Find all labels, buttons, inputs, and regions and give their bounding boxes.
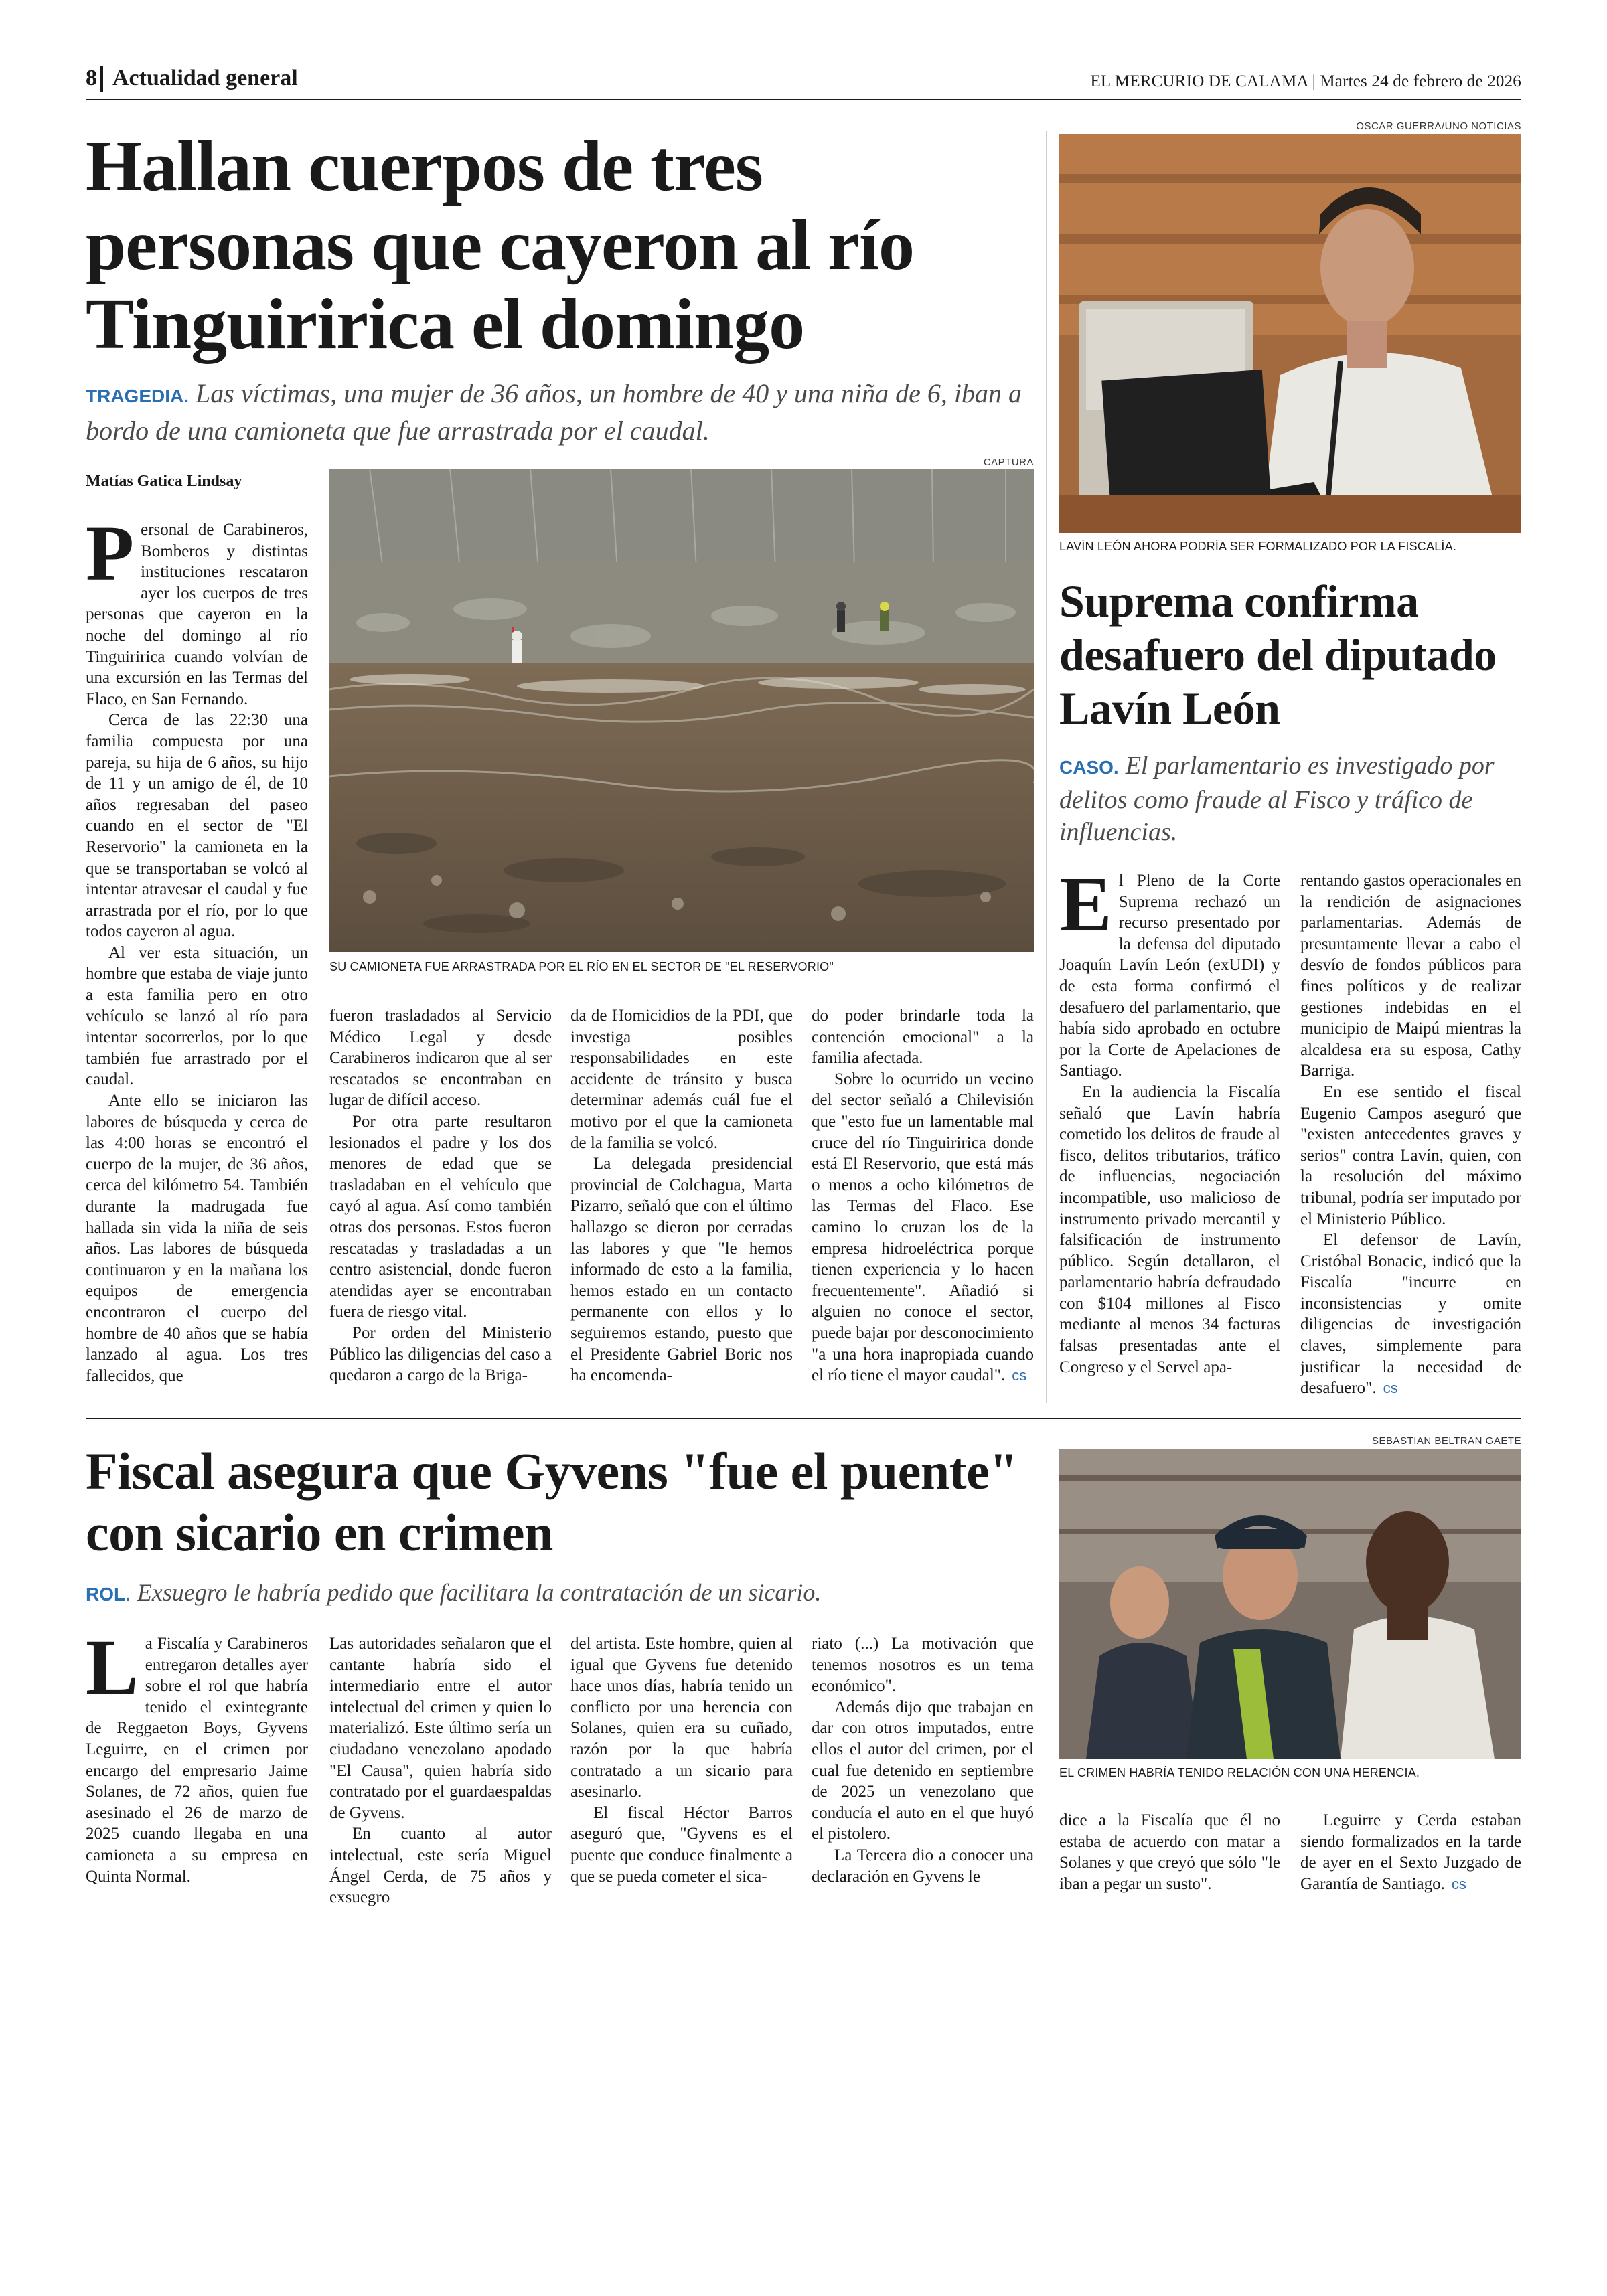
river-photo [329, 469, 1034, 952]
side-kicker: CASO. [1059, 757, 1119, 778]
header-separator [100, 66, 103, 92]
main-col-4-para: Sobre lo ocurrido un vecino del sector señaló a Chilevisión que "esto fue un lamentable mal cruce del río Tinguiririca donde está El Reservorio, que está más o menos a ocho kilómetros de las Termas del Flaco. Ese camino lo cruzan los de la empresa hidroeléctrica porque tienen experiencia y lo hacen frecuentemente". Añadió si alguien no conoce el sector, puede bajar por desconocimiento "a una hora inapropiada cuando el río tiene el mayor caudal". cs [812, 1070, 1034, 1385]
main-col-4-para: do poder brindarle toda la contención emocional" a la familia afectada. [812, 1007, 1034, 1068]
gyvens-photo-illustration [1059, 1449, 1521, 1759]
side-col-1-para: El Pleno de la Corte Suprema rechazó un recurso presentado por la defensa del diputado Joaquín Lavín León (exUDI) y de esta forma confirmó el desafuero del parlamentario, que había sido aprobado en octubre por la Corte de Apelaciones de Santiago. [1059, 860, 1280, 1080]
header-rule [86, 99, 1521, 100]
bottom-col-3-para: del artista. Este hombre, quien al igual que Gyvens fue detenido hace unos días, habría tenido un conflicto por una herencia con Solanes, quien era su cuñado, razón por la que habría contratado a un sicario para asesinarlo. [570, 1635, 793, 1801]
bottom-col-4-para: Además dijo que trabajan en dar con otros imputados, entre ellos el autor del crimen, por el cual fue detenido en septiembre de 2025 un venezolano que conducía el auto en el que huyó el pistolero. [812, 1698, 1034, 1843]
bottom-col-5-para: dice a la Fiscalía que él no estaba de acuerdo con matar a Solanes y que creyó que sólo "le iban a pegar un susto". [1059, 1811, 1280, 1893]
side-col-1 [1059, 860, 1280, 1378]
publication-date: Martes 24 de febrero de 2026 [1320, 72, 1521, 90]
main-col-4 [812, 1005, 1034, 1386]
main-col-2-para: fueron trasladados al Servicio Médico Legal y desde Carabineros indicaron que al ser rescatados se encontraban en lugar de difícil acceso. [329, 1007, 552, 1110]
main-col-3-para: La delegada presidencial provincial de Colchagua, Marta Pizarro, señaló que con el último hallazgo se dieron por cerradas las labores y que "le hemos informado de esto a la familia, hemos estado en un contacto permanente con ellos y lo seguiremos estando, puesto que el Presidente Gabriel Boric nos ha encomenda- [570, 1155, 793, 1385]
bottom-col-4-para: La Tercera dio a conocer una declaración en Gyvens le [812, 1846, 1034, 1886]
side-photo-credit: OSCAR GUERRA/UNO NOTICIAS [1356, 120, 1521, 132]
end-mark-icon: cs [1012, 1367, 1027, 1384]
story-divider [86, 1418, 1521, 1419]
side-dropcap: E [1059, 860, 1112, 948]
bottom-col-5 [1059, 1810, 1280, 1894]
bottom-col-6-para: Leguirre y Cerda estaban siendo formalizados en la tarde de ayer en el Sexto Juzgado de Garantía de Santiago. cs [1300, 1811, 1521, 1893]
bottom-col-2-para: Las autoridades señalaron que el cantante habría sido el intermediario entre el autor intelectual del crimen y quien lo materializó. Este último sería un ciudadano venezolano apodado "El Causa", quien habría sido contratado por el guardaespaldas de Gyvens. [329, 1635, 552, 1822]
bottom-col-3 [570, 1633, 793, 1887]
main-col-2-para: Por orden del Ministerio Público las diligencias del caso a quedaron a cargo de la Briga- [329, 1323, 552, 1385]
masthead-divider: | [1312, 72, 1320, 90]
end-mark-icon: cs [1451, 1875, 1466, 1892]
side-col-1-para: En la audiencia la Fiscalía señaló que Lavín habría cometido los delitos de fraude al fisco, delitos tributarios, tráfico de influencias, negociación incompatible, uso malicioso de instrumento privado mercantil y falsificación de instrumento público. Según detallaron, el parlamentario habría defraudado con $104 millones al Fisco mediante al menos 34 facturas falsas presentadas ante el Congreso y el Servel apa- [1059, 1082, 1280, 1376]
newspaper-name: EL MERCURIO DE CALAMA [1090, 72, 1308, 90]
page-number: 8 [86, 66, 97, 90]
end-mark-icon: cs [1383, 1380, 1398, 1397]
byline: Matías Gatica Lindsay [86, 473, 242, 490]
main-headline: Hallan cuerpos de tres personas que cayeron al río Tinguiririca el domingo [86, 127, 914, 364]
main-col-1-para: Cerca de las 22:30 una familia compuesta por una pareja, su hija de 6 años, su hijo de 11 y un amigo de él, de 10 años regresaban del paseo cuando en el sector de "El Reservorio" la camioneta en la que se transportaban se volcó al intentar atravesar el caudal y fue arrastrada por el río, por lo que todos cayeron al agua. [86, 711, 308, 941]
masthead-info [1090, 72, 1521, 91]
side-col-2 [1300, 870, 1521, 1399]
main-col-3 [570, 1005, 793, 1386]
main-col-1 [86, 509, 308, 1386]
main-photo-caption: SU CAMIONETA FUE ARRASTRADA POR EL RÍO EN EL SECTOR DE "EL RESERVORIO" [329, 960, 834, 973]
bottom-dropcap: L [86, 1623, 139, 1711]
bottom-deck-text: Exsuegro le habría pedido que facilitara la contratación de un sicario. [137, 1579, 822, 1606]
main-deck [86, 376, 1037, 448]
lavin-photo [1059, 134, 1521, 533]
bottom-photo-credit: SEBASTIAN BELTRAN GAETE [1372, 1435, 1521, 1447]
bottom-col-6 [1300, 1810, 1521, 1894]
main-col-1-para: Al ver esta situación, un hombre que estaba de viaje junto a esta familia pero en otro vehículo se lanzó al río para intentar socorrerlos, por lo que también fue arrastrado por el caudal. [86, 943, 308, 1089]
side-col-2-para: El defensor de Lavín, Cristóbal Bonacic, indicó que la Fiscalía "incurre en inconsistencias y omite diligencias de investigación claves, simplemente para justificar la necesidad de desafuero". cs [1300, 1231, 1521, 1398]
main-col-2-para: Por otra parte resultaron lesionados el padre y los dos menores de edad que se trasladaban en el vehículo que cayó al agua. Así como también otras dos personas. Estos fueron rescatadas y trasladadas a un centro asistencial, donde fueron atendidas ayer se encontraban fuera de riesgo vital. [329, 1112, 552, 1321]
bottom-deck [86, 1577, 1037, 1610]
column-divider [1046, 131, 1047, 1403]
side-deck-text: El parlamentario es investigado por delitos como fraude al Fisco y tráfico de influencias. [1059, 752, 1495, 846]
bottom-col-2 [329, 1633, 552, 1908]
gyvens-photo [1059, 1449, 1521, 1759]
bottom-kicker: ROL. [86, 1584, 131, 1605]
main-col-3-para: da de Homicidios de la PDI, que investiga posibles responsabilidades en este accidente de tránsito y busca determinar además cuál fue el motivo por el que la camioneta de la familia se volcó. [570, 1007, 793, 1152]
main-dropcap: P [86, 509, 135, 597]
section-title: Actualidad general [112, 66, 298, 90]
bottom-col-2-para: En cuanto al autor intelectual, este sería Miguel Ángel Cerda, de 75 años y exsuegro [329, 1825, 552, 1907]
lavin-photo-illustration [1059, 134, 1521, 533]
side-col-2-para: rentando gastos operacionales en la rendición de asignaciones parlamentarias. Además de presuntamente llevar a cabo el desvío de fondos públicos para fines políticos y de realizar gestiones indebidas en el municipio de Maipú mientras la alcaldesa era su esposa, Cathy Barriga. [1300, 872, 1521, 1080]
main-col-2 [329, 1005, 552, 1386]
bottom-col-1-para: La Fiscalía y Carabineros entregaron detalles ayer sobre el rol que habría tenido el exintegrante de Reggaeton Boys, Gyvens Leguirre, en el crimen por encargo del empresario Jaime Solanes, de 72 años, quien fue asesinado el 26 de marzo de 2025 cuando llegaba en una camioneta a su empresa en Quinta Normal. [86, 1623, 308, 1886]
river-photo-illustration [329, 469, 1034, 952]
side-col-2-para: En ese sentido el fiscal Eugenio Campos aseguró que "existen antecedentes graves y serios" contra Lavín, quien, con la resolución del máximo tribunal, podría ser imputado por el Ministerio Público. [1300, 1082, 1521, 1228]
main-col-1-para: Personal de Carabineros, Bomberos y distintas instituciones rescataron ayer los cuerpos de tres personas que cayeron en la noche del domingo al río Tinguiririca cuando volvían de una excursión en las Termas del Flaco, en San Fernando. [86, 509, 308, 708]
bottom-headline: Fiscal asegura que Gyvens "fue el puente" con sicario en crimen [86, 1442, 1018, 1562]
main-col-1-para: Ante ello se iniciaron las labores de búsqueda y cerca de las 4:00 horas se encontró el cuerpo de la mujer, de 36 años, cerca del kilómetro 54. También durante la madrugada fue hallada sin vida la niña de seis años. Las labores de búsqueda continuaron y en la mañana los equipos de emergencia encontraron el cuerpo del hombre de 40 años que se había lanzado al agua. Los tres fallecidos, que [86, 1092, 308, 1385]
side-photo-caption: LAVÍN LEÓN AHORA PODRÍA SER FORMALIZADO POR LA FISCALÍA. [1059, 540, 1457, 553]
main-kicker: TRAGEDIA. [86, 386, 189, 406]
side-deck [1059, 750, 1515, 848]
bottom-photo-caption: EL CRIMEN HABRÍA TENIDO RELACIÓN CON UNA HERENCIA. [1059, 1766, 1420, 1779]
bottom-col-3-para: El fiscal Héctor Barros aseguró que, "Gyvens es el puente que conduce finalmente a que se pueda cometer el sica- [570, 1803, 793, 1886]
side-headline: Suprema confirma desafuero del diputado Lavín León [1059, 576, 1497, 734]
bottom-col-4 [812, 1633, 1034, 1887]
bottom-col-1 [86, 1623, 308, 1887]
bottom-col-4-para: riato (...) La motivación que tenemos nosotros es un tema económico". [812, 1635, 1034, 1696]
main-deck-text: Las víctimas, una mujer de 36 años, un hombre de 40 y una niña de 6, iban a bordo de una camioneta que fue arrastrada por el caudal. [86, 378, 1022, 446]
main-photo-credit: CAPTURA [983, 457, 1034, 468]
